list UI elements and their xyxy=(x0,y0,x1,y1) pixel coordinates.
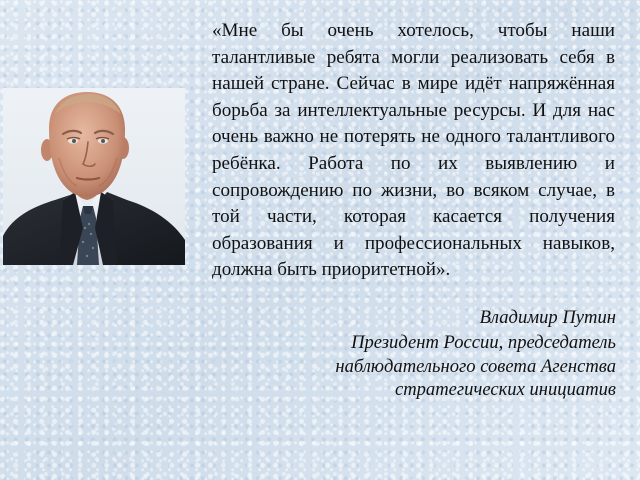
author-title-line: Президент России, председатель xyxy=(351,332,616,354)
author-title-line: наблюдательного совета Агенства xyxy=(335,355,616,377)
author-name: Владимир Путин xyxy=(479,307,616,328)
quote-text: «Мне бы очень хотелось, чтобы наши талантливые ребята могли реализовать себя в нашей стране. Сейчас в мире идёт напряжённая борьба за интеллектуальные ресурсы. И для нас очень важно не потерять не одного талантливого ребёнка. Работа по их выявлению и сопровождению по жизни, во всяком случае, в той части, которая касается получения образования и профессиональных навыков, должна быть приоритетной». xyxy=(212,20,615,281)
author-title-line: стратегических инициатив xyxy=(394,379,616,401)
attribution-block xyxy=(256,306,616,402)
speaker-portrait xyxy=(3,88,185,265)
